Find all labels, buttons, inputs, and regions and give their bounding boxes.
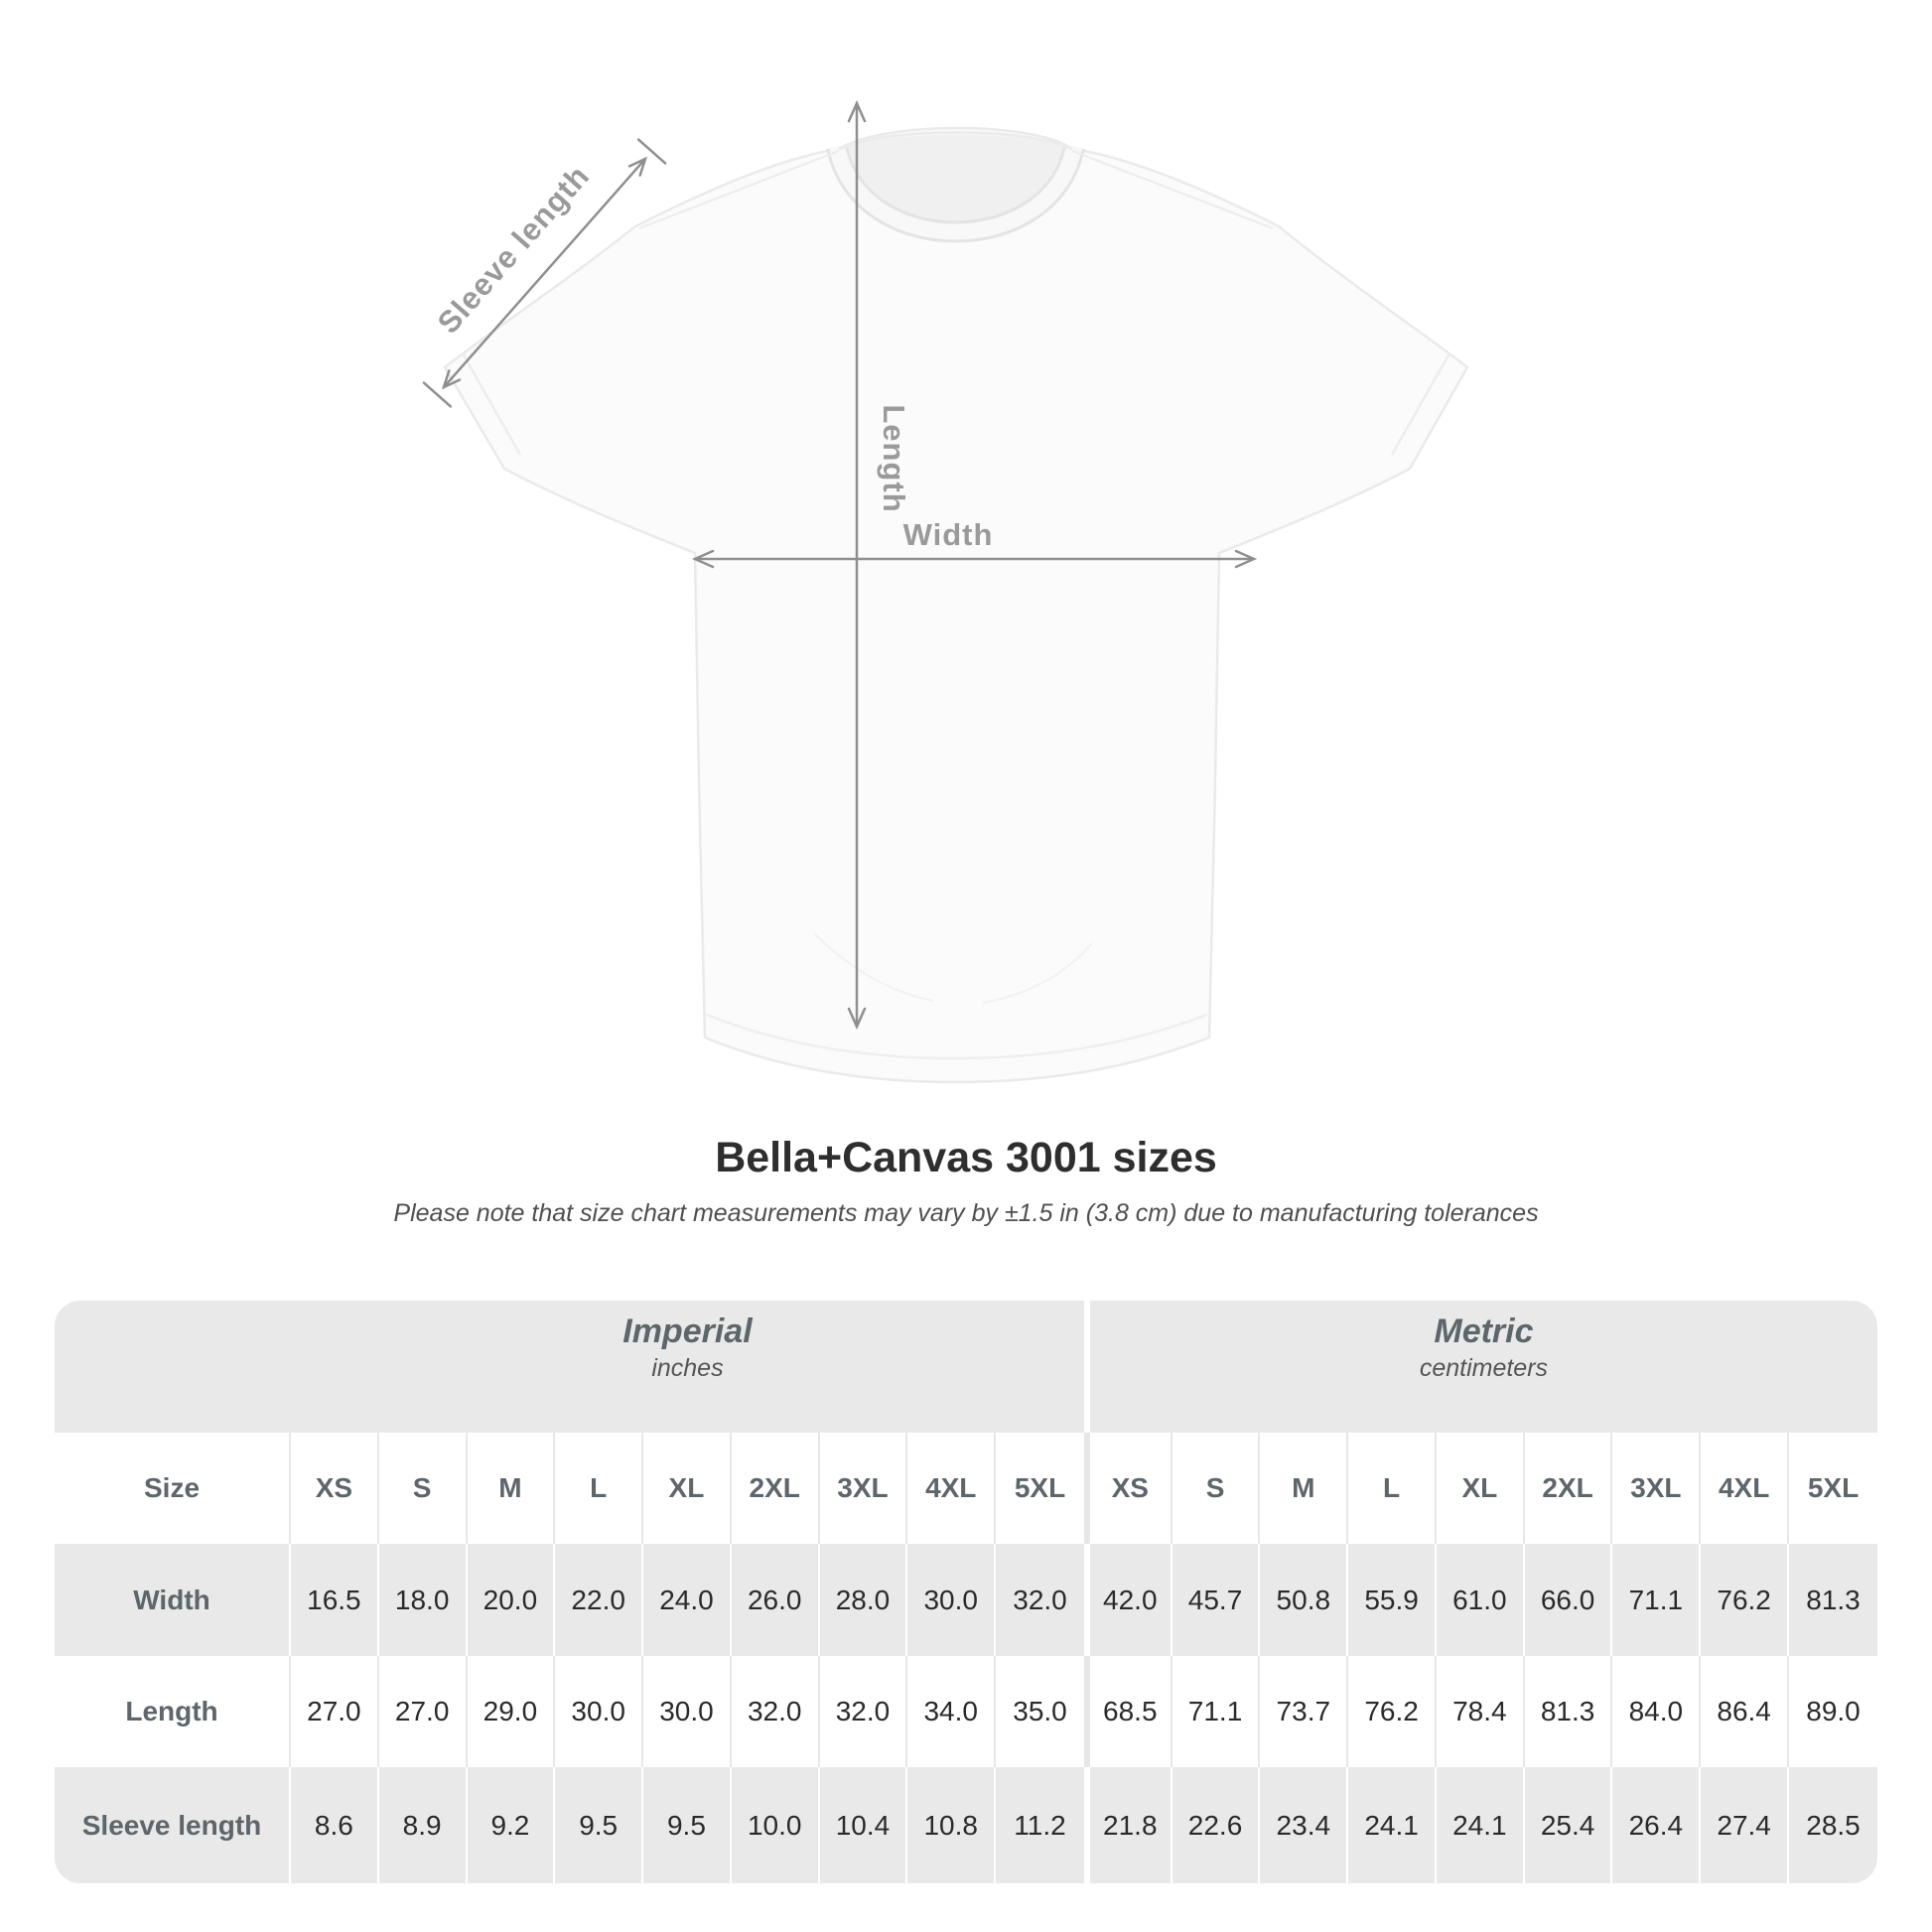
size-col-header: XL xyxy=(1437,1433,1525,1544)
row-label: Width xyxy=(55,1544,291,1656)
value-cell: 30.0 xyxy=(907,1544,996,1656)
value-cell: 29.0 xyxy=(468,1656,556,1767)
size-col-header: 5XL xyxy=(996,1433,1084,1544)
value-cell: 66.0 xyxy=(1525,1544,1613,1656)
value-cell: 18.0 xyxy=(379,1544,468,1656)
tshirt-body xyxy=(445,128,1467,1082)
tshirt-graphic xyxy=(445,128,1467,1082)
imperial-sublabel: inches xyxy=(651,1354,724,1382)
value-cell: 81.3 xyxy=(1789,1544,1877,1656)
value-cell: 45.7 xyxy=(1173,1544,1261,1656)
value-cell: 27.4 xyxy=(1701,1767,1789,1883)
value-cell: 76.2 xyxy=(1348,1656,1437,1767)
metric-sublabel: centimeters xyxy=(1419,1354,1549,1382)
value-cell: 27.0 xyxy=(379,1656,468,1767)
value-cell: 24.0 xyxy=(643,1544,732,1656)
value-cell: 21.8 xyxy=(1084,1767,1173,1883)
size-col-header: XS xyxy=(1084,1433,1173,1544)
value-cell: 16.5 xyxy=(291,1544,379,1656)
imperial-header xyxy=(291,1301,1084,1433)
imperial-label: Imperial xyxy=(622,1312,753,1350)
value-cell: 27.0 xyxy=(291,1656,379,1767)
value-cell: 42.0 xyxy=(1084,1544,1173,1656)
size-col-header: M xyxy=(1260,1433,1348,1544)
value-cell: 32.0 xyxy=(996,1544,1084,1656)
value-cell: 35.0 xyxy=(996,1656,1084,1767)
value-cell: 8.6 xyxy=(291,1767,379,1883)
size-col-header: XS xyxy=(291,1433,379,1544)
value-cell: 28.5 xyxy=(1789,1767,1877,1883)
value-cell: 10.4 xyxy=(820,1767,908,1883)
value-cell: 32.0 xyxy=(732,1656,820,1767)
value-cell: 34.0 xyxy=(907,1656,996,1767)
value-cell: 50.8 xyxy=(1260,1544,1348,1656)
value-cell: 68.5 xyxy=(1084,1656,1173,1767)
value-cell: 8.9 xyxy=(379,1767,468,1883)
table-row xyxy=(55,1544,1877,1656)
value-cell: 78.4 xyxy=(1437,1656,1525,1767)
value-cell: 28.0 xyxy=(820,1544,908,1656)
value-cell: 30.0 xyxy=(643,1656,732,1767)
value-cell: 9.5 xyxy=(555,1767,643,1883)
value-cell: 26.4 xyxy=(1612,1767,1701,1883)
metric-label: Metric xyxy=(1434,1312,1534,1350)
value-cell: 55.9 xyxy=(1348,1544,1437,1656)
value-cell: 22.0 xyxy=(555,1544,643,1656)
size-col-header: L xyxy=(555,1433,643,1544)
value-cell: 76.2 xyxy=(1701,1544,1789,1656)
size-col-header: S xyxy=(379,1433,468,1544)
size-col-header: 2XL xyxy=(1525,1433,1613,1544)
value-cell: 24.1 xyxy=(1348,1767,1437,1883)
table-row xyxy=(55,1656,1877,1767)
value-cell: 86.4 xyxy=(1701,1656,1789,1767)
value-cell: 20.0 xyxy=(468,1544,556,1656)
value-cell: 9.2 xyxy=(468,1767,556,1883)
width-label: Width xyxy=(902,517,994,552)
value-cell: 71.1 xyxy=(1612,1544,1701,1656)
value-cell: 32.0 xyxy=(820,1656,908,1767)
value-cell: 11.2 xyxy=(996,1767,1084,1883)
size-chart-container xyxy=(55,1301,1877,1883)
size-col-header: 3XL xyxy=(820,1433,908,1544)
size-col-header: L xyxy=(1348,1433,1437,1544)
value-cell: 23.4 xyxy=(1260,1767,1348,1883)
value-cell: 26.0 xyxy=(732,1544,820,1656)
page-title: Bella+Canvas 3001 sizes xyxy=(715,1134,1217,1181)
value-cell: 73.7 xyxy=(1260,1656,1348,1767)
size-col-header: 4XL xyxy=(907,1433,996,1544)
value-cell: 84.0 xyxy=(1612,1656,1701,1767)
size-chart-table xyxy=(55,1301,1877,1883)
size-col-header: XL xyxy=(643,1433,732,1544)
size-col-header: 4XL xyxy=(1701,1433,1789,1544)
tolerance-note: Please note that size chart measurements may vary by ±1.5 in (3.8 cm) due to manufacturing tolerances xyxy=(393,1199,1539,1227)
size-chart-body xyxy=(55,1544,1877,1883)
units-header-row xyxy=(55,1301,1877,1433)
row-label: Sleeve length xyxy=(55,1767,291,1883)
size-corner-label: Size xyxy=(55,1433,291,1544)
value-cell: 24.1 xyxy=(1437,1767,1525,1883)
size-col-header: 3XL xyxy=(1612,1433,1701,1544)
value-cell: 30.0 xyxy=(555,1656,643,1767)
value-cell: 81.3 xyxy=(1525,1656,1613,1767)
value-cell: 71.1 xyxy=(1173,1656,1261,1767)
size-header-row xyxy=(55,1433,1877,1544)
corner-cell xyxy=(55,1301,291,1433)
metric-header xyxy=(1084,1301,1877,1433)
value-cell: 10.8 xyxy=(907,1767,996,1883)
length-label: Length xyxy=(877,404,911,513)
value-cell: 22.6 xyxy=(1173,1767,1261,1883)
value-cell: 61.0 xyxy=(1437,1544,1525,1656)
value-cell: 9.5 xyxy=(643,1767,732,1883)
value-cell: 89.0 xyxy=(1789,1656,1877,1767)
size-col-header: 5XL xyxy=(1789,1433,1877,1544)
value-cell: 10.0 xyxy=(732,1767,820,1883)
row-label: Length xyxy=(55,1656,291,1767)
value-cell: 25.4 xyxy=(1525,1767,1613,1883)
size-col-header: M xyxy=(468,1433,556,1544)
table-row xyxy=(55,1767,1877,1883)
sleeve-length-label: Sleeve length xyxy=(430,158,597,341)
size-col-header: S xyxy=(1173,1433,1261,1544)
size-col-header: 2XL xyxy=(732,1433,820,1544)
